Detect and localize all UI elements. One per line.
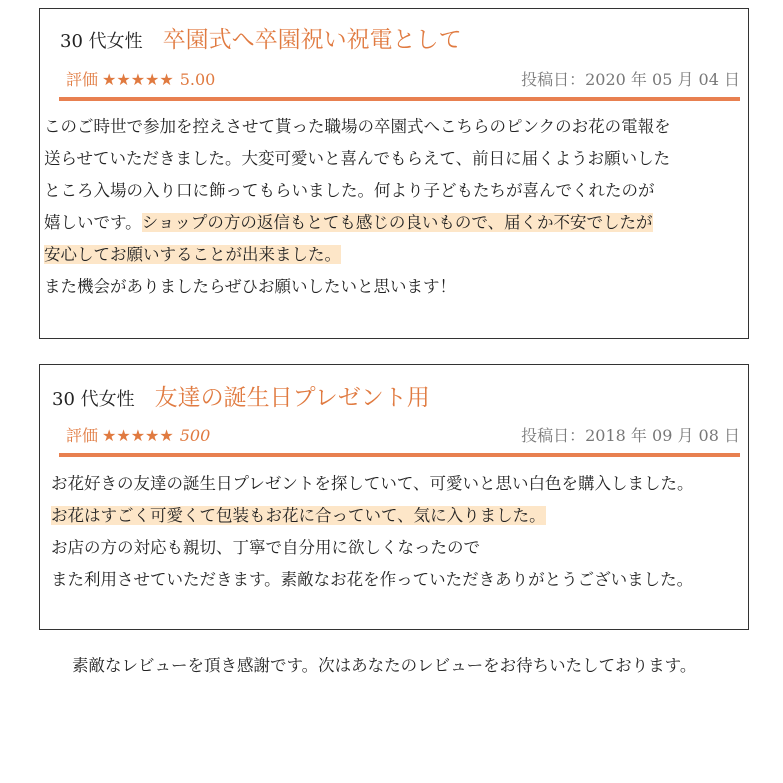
review-title: 卒園式へ卒園祝い祝電として [162, 27, 462, 53]
review-line [44, 271, 744, 303]
review-card [39, 8, 749, 339]
highlighted-text: ショップの方の返信もとても感じの良いもので、届くか不安でしたが [141, 213, 653, 232]
posted-date: 投稿日：2020 年 05 月 04 日 [521, 69, 740, 89]
highlighted-text: 安心してお願いすることが出来ました。 [44, 245, 341, 264]
review-header [60, 9, 748, 65]
line-text: また利用させていただきます。素敵なお花を作っていただきありがとうございました。 [51, 570, 694, 589]
review-line [51, 564, 744, 596]
review-line [51, 500, 744, 532]
rating-label: 評価 [66, 69, 99, 89]
review-line [51, 532, 744, 564]
line-text: お花好きの友達の誕生日プレゼントを探していて、可愛いと思い白色を購入しました。 [51, 474, 694, 493]
review-body [40, 457, 748, 596]
rating-label: 評価 [66, 425, 99, 445]
review-line [44, 111, 744, 143]
star-icons: ★★★★★ [102, 69, 174, 89]
line-text: 嬉しいです。 [44, 213, 142, 232]
line-text: 送らせていただきました。大変可愛いと喜んでもらえて、前日に届くようお願いした [44, 149, 671, 168]
review-line [51, 468, 744, 500]
line-text: このご時世で参加を控えさせて貰った職場の卒園式へこちらのピンクのお花の電報を [44, 117, 671, 136]
thanks-message: 素敵なレビューを頂き感謝です。次はあなたのレビューをお待ちいたしております。 [72, 656, 697, 675]
rating-score: 500 [179, 425, 211, 445]
review-line [44, 207, 744, 239]
reviewer-label: 30 代女性 [52, 389, 135, 410]
reviewer-label: 30 代女性 [60, 31, 143, 52]
line-text: また機会がありましたらぜひお願いしたいと思います！ [44, 277, 457, 296]
highlighted-text: お花はすごく可愛くて包装もお花に合っていて、気に入りました。 [51, 506, 546, 525]
review-meta [66, 421, 740, 447]
review-line [44, 175, 744, 207]
line-text: お店の方の対応も親切、丁寧で自分用に欲しくなったので [51, 538, 480, 557]
review-line [44, 239, 744, 271]
posted-date: 投稿日：2018 年 09 月 08 日 [521, 425, 740, 445]
review-line [44, 143, 744, 175]
rating [66, 423, 210, 446]
star-icons: ★★★★★ [102, 425, 174, 445]
review-meta [66, 65, 740, 91]
review-body [40, 101, 748, 303]
line-text: ところ入場の入り口に飾ってもらいました。何より子どもたちが喜んでくれたのが [44, 181, 655, 200]
rating-score: 5.00 [179, 69, 216, 89]
review-title: 友達の誕生日プレゼント用 [154, 385, 430, 411]
review-card [39, 364, 749, 630]
review-header [52, 365, 748, 421]
rating [66, 67, 215, 90]
